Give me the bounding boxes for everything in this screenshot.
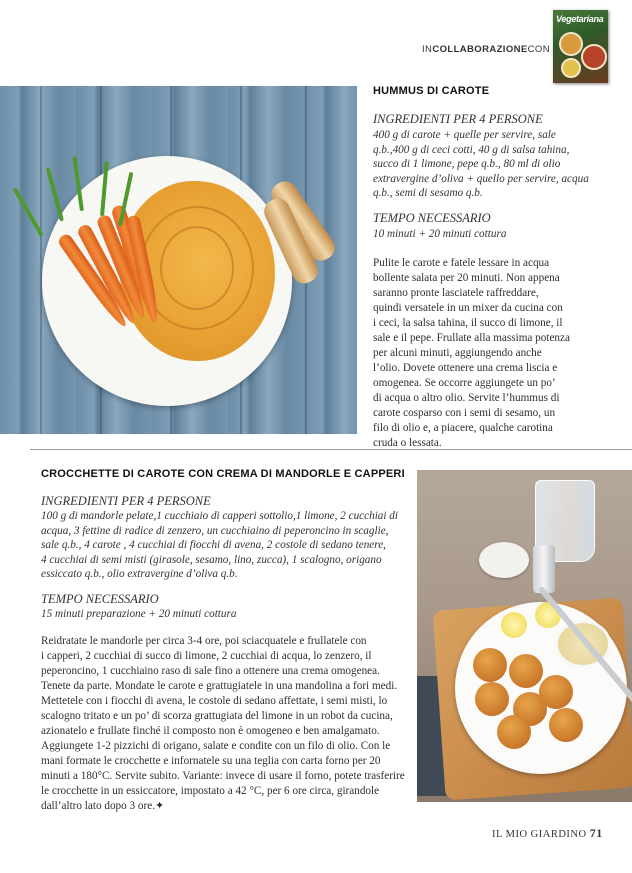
method-line: l’olio. Dovete ottenere una crema liscia e (373, 362, 558, 374)
method-line: Mettetele con i fiocchi di avena, le costole di sedano affettate, i semi misti, lo (41, 695, 388, 707)
ingredient-line: q.b.,400 g di ceci cotti, 40 g di salsa tahina, (373, 143, 570, 156)
recipe1-method (373, 256, 570, 451)
recipe2-time-label: TEMPO NECESSARIO (41, 592, 159, 606)
cover-dish-icon (561, 58, 581, 78)
method-line: Aggiungete 1-2 pizzichi di origano, salate e condite con un filo di olio. Con le (41, 740, 391, 752)
ingredient-line: 4 cucchiai di semi misti (girasole, sesamo, lino, zucca), 1 scalogno, origano (41, 553, 382, 566)
collab-suffix: CON (527, 44, 550, 55)
method-line: minuti a 180°C. Servite subito. Variante: invece di usare il forno, potete trasferire (41, 770, 405, 782)
croquette (475, 682, 509, 716)
section-divider (30, 449, 632, 450)
hummus-swirl (160, 226, 234, 310)
method-line: per alcuni minuti, aggiungendo anche (373, 347, 542, 359)
method-line: dall’altro lato dopo 3 ore.✦ (41, 800, 165, 812)
recipe2-method (41, 634, 405, 814)
croquette (509, 654, 543, 688)
ingredient-line: succo di 1 limone, pepe q.b., 80 ml di olio (373, 158, 561, 170)
collab-prefix: IN (422, 44, 433, 55)
method-line: peperoncino, 1 cucchiaino raso di sale fino a ottenere una crema omogenea. (41, 665, 380, 677)
method-line: quindi versatele in un mixer da cucina con (373, 302, 563, 314)
method-line: i ceci, la salsa tahina, il succo di limone, il (373, 317, 563, 329)
collaboration-label (422, 44, 550, 55)
almond-bowl (479, 542, 529, 578)
ingredient-line: 100 g di mandorle pelate,1 cucchiaio di capperi sottolio,1 limone, 2 cucchiai di (41, 510, 399, 522)
magazine-cover-title: Vegetariana (556, 14, 604, 24)
method-line: mani formate le crocchette e infornatele su una teglia con carta forno per 20 (41, 755, 381, 767)
method-line: le crocchette in un essiccatore, impostato a 42 °C, per 6 ore circa, girandole (41, 785, 380, 797)
collab-bold: COLLABORAZIONE (432, 44, 528, 55)
carrot-leaf (46, 167, 64, 221)
method-line: Reidratate le mandorle per circa 3-4 ore, poi sciacquatele e frullatele con (41, 635, 367, 647)
recipe1-ingredients-label: INGREDIENTI PER 4 PERSONE (373, 112, 543, 126)
recipe2-ingredients-label: INGREDIENTI PER 4 PERSONE (41, 494, 211, 508)
method-line: i capperi, 2 cucchiai di succo di limone, 2 cucchiai di acqua, lo zenzero, il (41, 650, 372, 662)
cover-dish-icon (581, 44, 607, 70)
croquette (549, 708, 583, 742)
recipe1-time-label: TEMPO NECESSARIO (373, 211, 491, 225)
method-line: filo di olio e, a piacere, qualche carotina (373, 422, 553, 434)
wood-plank-line (40, 86, 42, 434)
recipe1-ingredients (373, 128, 589, 201)
ingredient-line: 400 g di carote + quelle per servire, sale (373, 129, 556, 141)
page-footer (492, 826, 603, 841)
recipe2-title: CROCCHETTE DI CAROTE CON CREMA DI MANDORLE E CAPPERI (41, 468, 405, 480)
ingredient-line: acqua, 3 fettine di radice di zenzero, un cucchiaino di peperoncino in scaglie, (41, 524, 389, 537)
recipe2-ingredients (41, 509, 398, 582)
method-line: bollente salata per 20 minuti. Non appena (373, 272, 560, 284)
salt-shaker (533, 545, 555, 593)
croquette (473, 648, 507, 682)
method-line: cruda o lessata. (373, 437, 442, 449)
method-line: carote cosparso con i semi di sesamo, un (373, 407, 556, 419)
lemon-slice (501, 612, 527, 638)
hummus-photo (0, 86, 357, 434)
recipe2-time: 15 minuti preparazione + 20 minuti cottura (41, 608, 237, 620)
method-line: di acqua o altro olio. Servite l’hummus di (373, 392, 560, 404)
method-line: azionatelo e frullate finché il composto non è omogeneo e ben amalgamato. (41, 725, 380, 737)
ingredient-line: extravergine d’oliva + quello per servire, acqua (373, 172, 589, 185)
ingredient-line: q.b., semi di sesamo q.b. (373, 187, 483, 199)
page-number: 71 (589, 826, 603, 840)
method-line: omogenea. Se occorre aggiungete un po’ (373, 377, 556, 389)
method-line: Tenete da parte. Mondate le carote e grattugiatele in una mandolina a fori medi. (41, 680, 398, 692)
magazine-cover-thumbnail (553, 10, 608, 83)
footer-magazine-name: IL MIO GIARDINO (492, 829, 587, 840)
method-line: sale e il pepe. Frullate alla massima potenza (373, 332, 570, 344)
recipe1-title: HUMMUS DI CAROTE (373, 85, 490, 97)
method-line: Pulite le carote e fatele lessare in acqua (373, 257, 550, 269)
croquette (497, 715, 531, 749)
croquettes-photo (417, 470, 632, 802)
ingredient-line: sale q.b., 4 carote , 4 cucchiai di fiocchi di avena, 2 costole di sedano tenere, (41, 539, 386, 551)
cover-dish-icon (559, 32, 583, 56)
ingredient-line: essiccato q.b., olio extravergine d’oliva q.b. (41, 568, 238, 580)
recipe1-time: 10 minuti + 20 minuti cottura (373, 228, 507, 240)
method-line: scalogno tritato e un po’ di scorza grattugiata del limone in un robot da cucina, (41, 710, 393, 722)
croquette (539, 675, 573, 709)
method-line: saranno pronte lasciatele raffreddare, (373, 287, 539, 299)
